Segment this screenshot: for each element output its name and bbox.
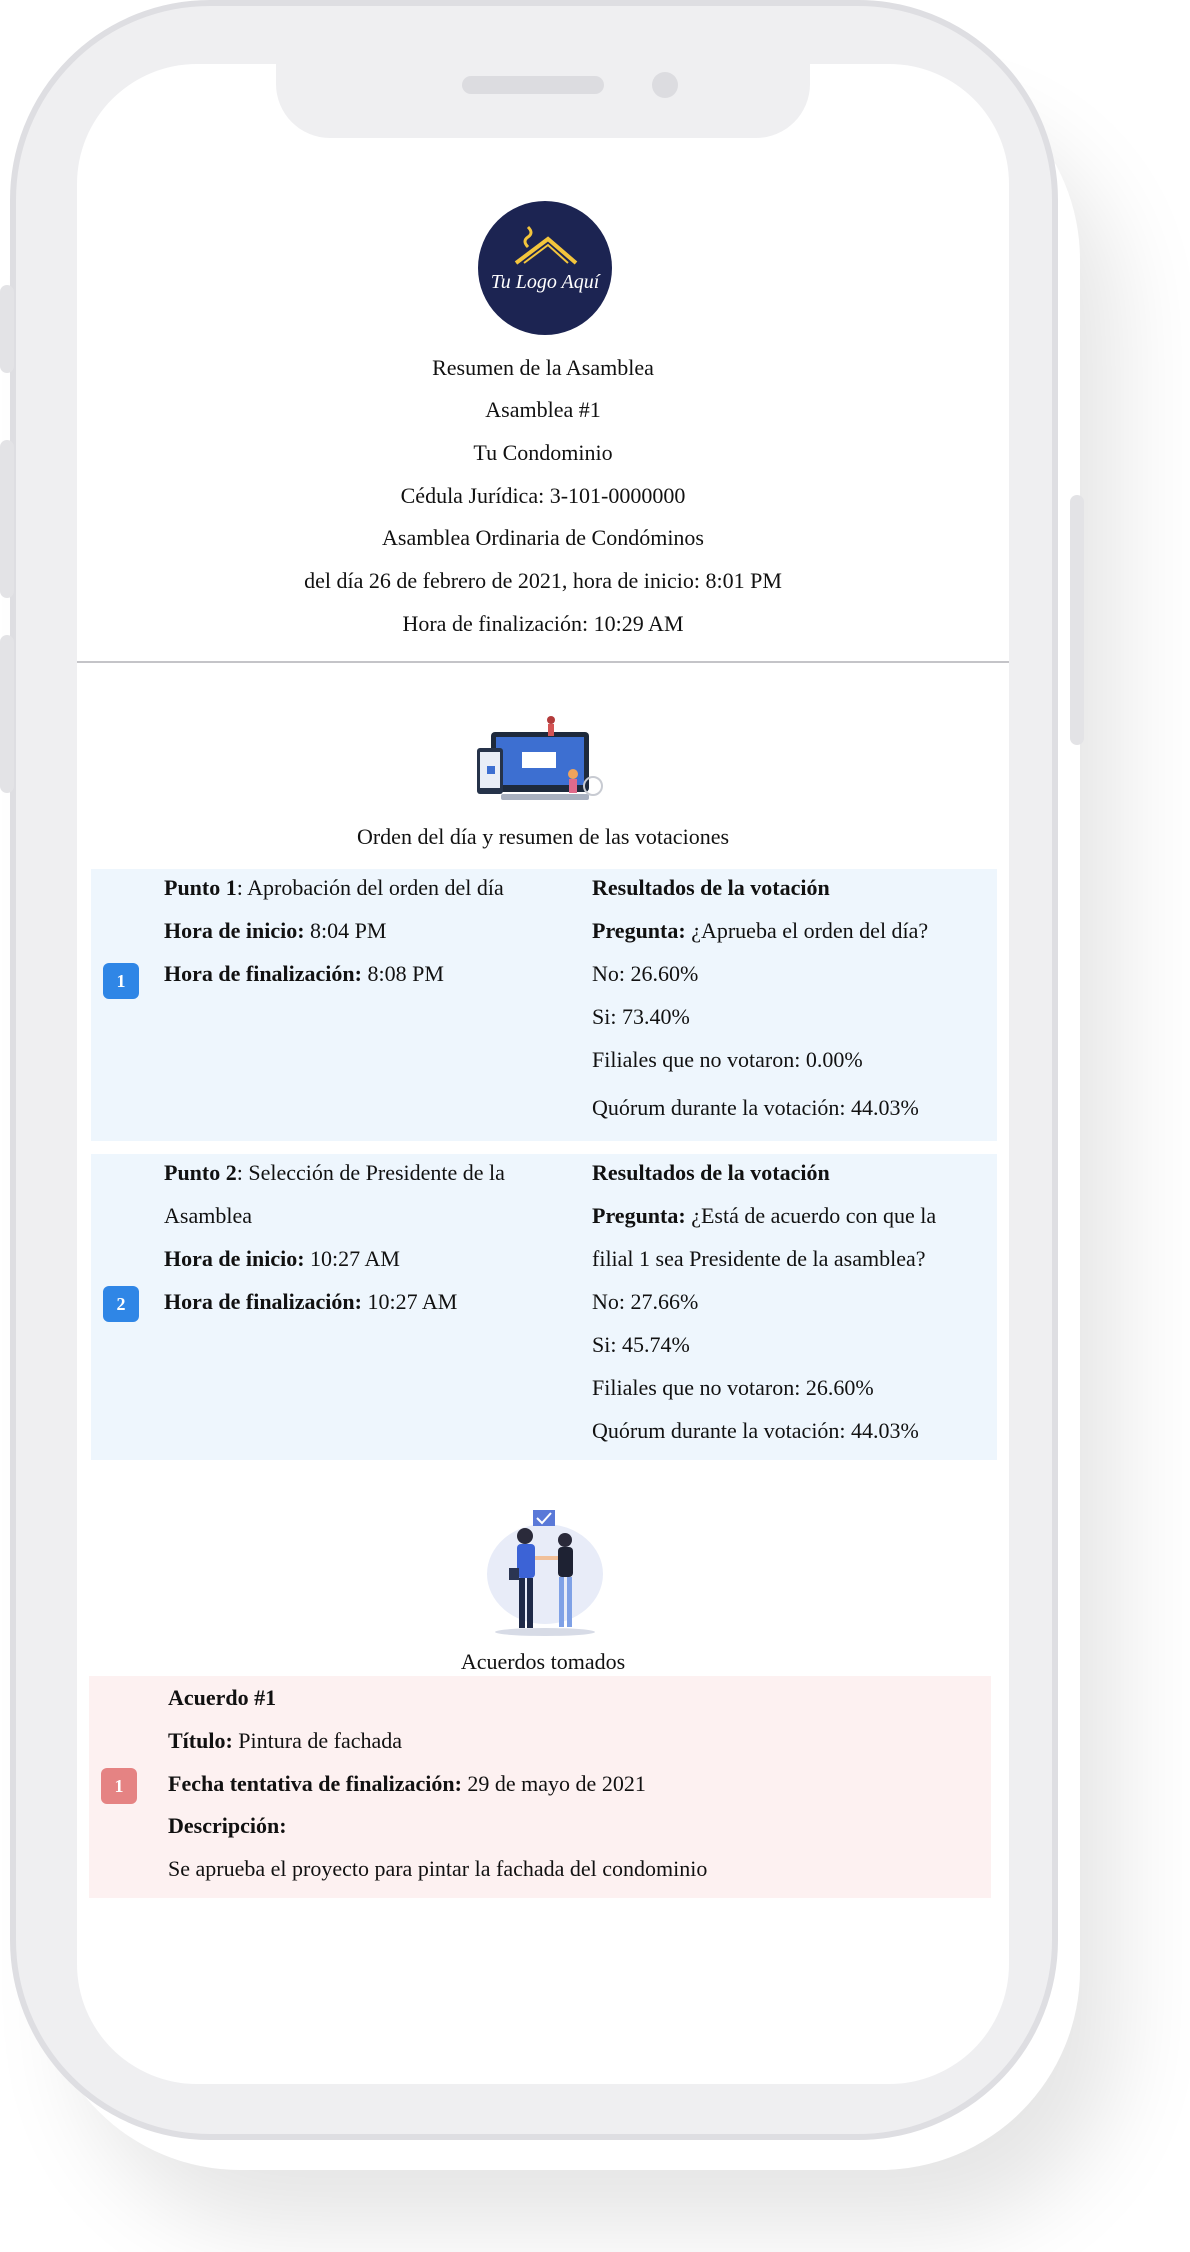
results-label: Resultados de la votación (592, 1160, 830, 1185)
summary-title: Resumen de la Asamblea (432, 355, 654, 380)
silent-switch (0, 285, 14, 373)
volume-down-button (0, 635, 14, 793)
vote-not-voted: Filiales que no votaron: 26.60% (592, 1375, 874, 1400)
agenda-item-title (164, 873, 504, 903)
vote-yes: Si: 73.40% (592, 1004, 690, 1029)
item-label: Punto 1 (164, 875, 237, 900)
header-divider (77, 661, 1009, 663)
start-label: Hora de inicio: (164, 1246, 305, 1271)
description-label: Descripción: (168, 1813, 287, 1838)
question-label: Pregunta: (592, 918, 686, 943)
agenda-item-number: 1 (103, 963, 139, 999)
handshake-illustration-icon (481, 1506, 609, 1638)
assembly-type: Asamblea Ordinaria de Condóminos (382, 525, 704, 550)
condominium-name: Tu Condominio (473, 440, 613, 465)
phone-screen (77, 64, 1009, 2084)
question-text: ¿Aprueba el orden del día? (685, 918, 929, 943)
speaker-grille (462, 76, 604, 94)
agreement-date (168, 1769, 646, 1799)
end-label: Hora de finalización: (164, 1289, 362, 1314)
results-label: Resultados de la votación (592, 875, 830, 900)
vote-question (592, 1201, 936, 1231)
start-value: 8:04 PM (304, 918, 387, 943)
agenda-item-title (164, 1158, 505, 1188)
vote-no: No: 26.60% (592, 961, 699, 986)
question-text: ¿Está de acuerdo con que la (685, 1203, 937, 1228)
assembly-number: Asamblea #1 (485, 397, 601, 422)
end-label: Hora de finalización: (164, 961, 362, 986)
agenda-item-start (164, 1244, 400, 1274)
agreement-title (168, 1726, 402, 1756)
house-logo-icon (478, 201, 612, 335)
agreements-title: Acuerdos tomados (460, 1649, 626, 1674)
title-label: Título: (168, 1728, 233, 1753)
agenda-item (91, 869, 997, 1141)
vote-no: No: 27.66% (592, 1289, 699, 1314)
vote-yes: Si: 45.74% (592, 1332, 690, 1357)
vote-question-cont: filial 1 sea Presidente de la asamblea? (592, 1246, 926, 1271)
logo (478, 201, 612, 335)
assembly-date: del día 26 de febrero de 2021, hora de inicio: 8:01 PM (304, 568, 782, 593)
vote-question (592, 916, 928, 946)
start-value: 10:27 AM (304, 1246, 400, 1271)
agenda-item (91, 1154, 997, 1460)
agenda-item-end (164, 959, 444, 989)
vote-quorum: Quórum durante la votación: 44.03% (592, 1095, 919, 1120)
description-value: Se aprueba el proyecto para pintar la fachada del condominio (168, 1856, 708, 1881)
end-value: 10:27 AM (361, 1289, 458, 1314)
item-text: : Selección de Presidente de la (236, 1160, 505, 1185)
start-label: Hora de inicio: (164, 918, 305, 943)
vote-not-voted: Filiales que no votaron: 0.00% (592, 1047, 863, 1072)
item-label: Punto 2 (164, 1160, 237, 1185)
agreement-heading: Acuerdo #1 (168, 1685, 277, 1710)
assembly-end-time: Hora de finalización: 10:29 AM (402, 611, 684, 636)
agenda-item-number: 2 (103, 1286, 139, 1322)
legal-id: Cédula Jurídica: 3-101-0000000 (400, 483, 686, 508)
end-value: 8:08 PM (361, 961, 444, 986)
question-label: Pregunta: (592, 1203, 686, 1228)
vote-quorum: Quórum durante la votación: 44.03% (592, 1418, 919, 1443)
phone-notch (276, 64, 810, 138)
agreement-number: 1 (101, 1768, 137, 1804)
volume-up-button (0, 440, 14, 598)
date-value: 29 de mayo de 2021 (461, 1771, 646, 1796)
item-text: : Aprobación del orden del día (236, 875, 504, 900)
agenda-item-start (164, 916, 386, 946)
agenda-item-end (164, 1287, 457, 1317)
date-label: Fecha tentativa de finalización: (168, 1771, 462, 1796)
agreement-item (89, 1676, 991, 1898)
title-value: Pintura de fachada (232, 1728, 402, 1753)
agenda-item-title-cont: Asamblea (164, 1203, 252, 1228)
agenda-title: Orden del día y resumen de las votaciones (356, 824, 730, 849)
voting-illustration-icon (477, 714, 609, 806)
power-button (1070, 495, 1084, 745)
front-camera (652, 72, 678, 98)
logo-text: Tu Logo Aquí (490, 271, 600, 293)
